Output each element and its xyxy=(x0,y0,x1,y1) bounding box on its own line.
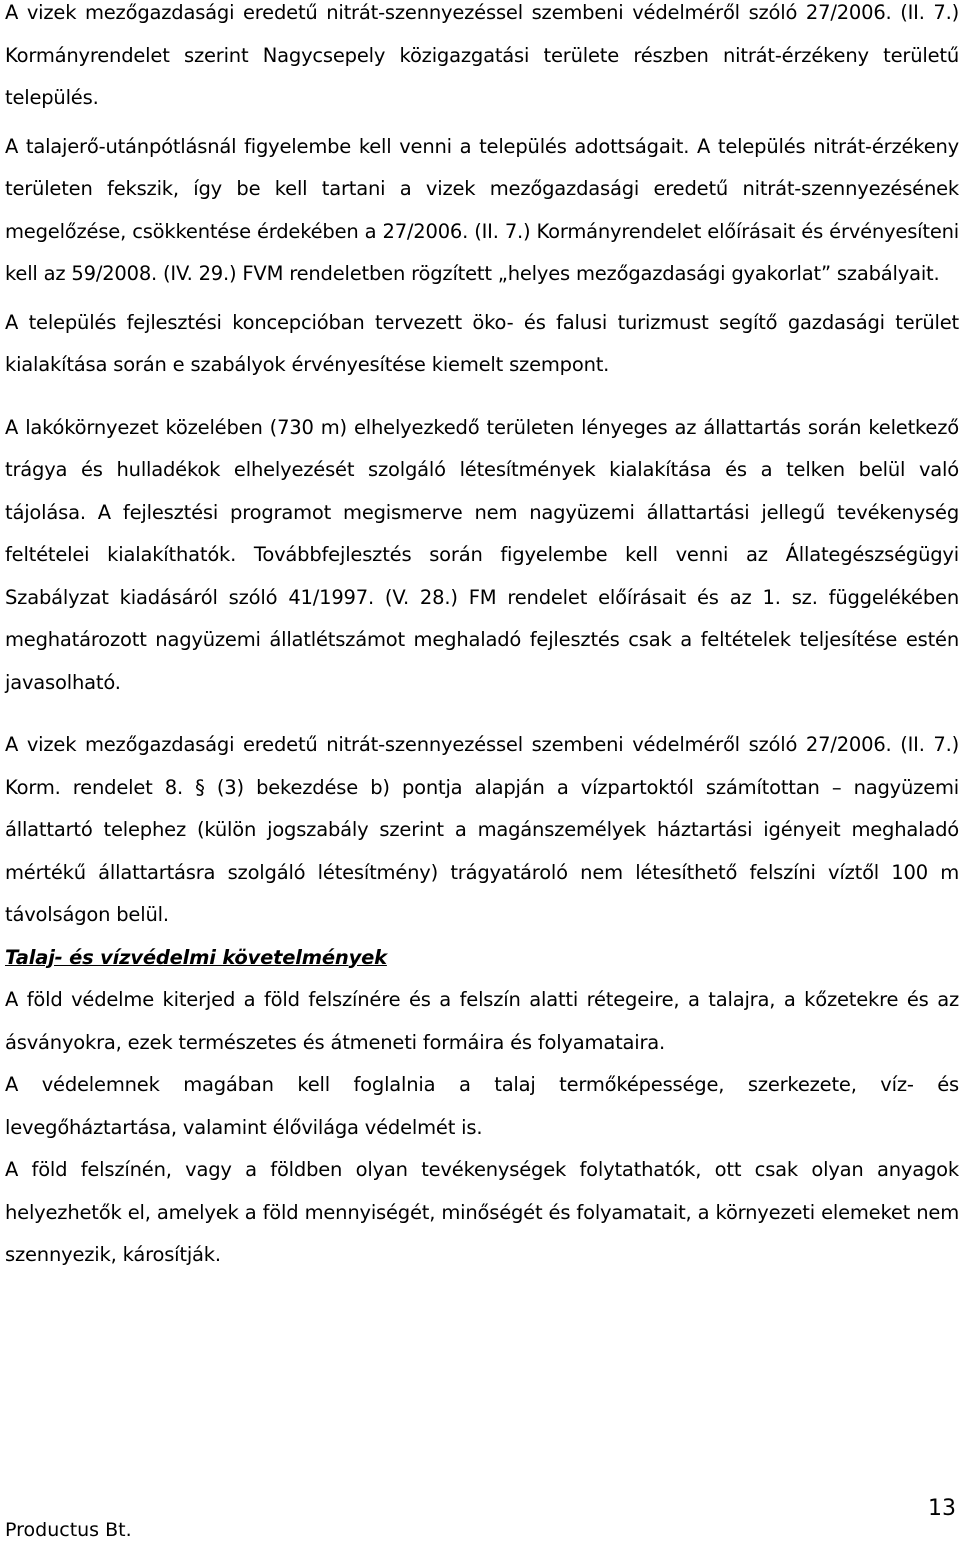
page-number: 13 xyxy=(928,1496,956,1521)
paragraph-development-concept: A település fejlesztési koncepcióban tervezett öko- és falusi turizmust segítő gazdasági terület kialakítása során e szabályok érvényesítése kiemelt szempont. xyxy=(5,310,959,376)
paragraph-manure-storage: A vizek mezőgazdasági eredetű nitrát-szennyezéssel szembeni védelméről szóló 27/2006. (II. 7.) Korm. rendelet 8. § (3) bekezdése b) pontja alapján a vízpartoktól számítottan – nagyüzemi állattartó telephez (külön jogszabály szerint a magánszemélyek háztartási igényeit meghaladó mértékű állattartásra szolgáló létesítmény) trágyatároló nem létesíthető felszíni víztől 100 m távolságon belül. xyxy=(5,733,959,926)
document-page xyxy=(5,0,959,1277)
paragraph-soil-replenishment: A talajerő-utánpótlásnál figyelembe kell venni a település adottságait. A település nitrát-érzékeny területen fekszik, így be kell tartani a vizek mezőgazdasági eredetű nitrát-szennyezésének megelőzése, csökkentése érdekében a 27/2006. (II. 7.) Kormányrendelet előírásait és érvényesíteni kell az 59/2008. (IV. 29.) FVM rendeletben rögzített „helyes mezőgazdasági gyakorlat” szabályait. xyxy=(5,134,959,285)
paragraph-livestock: A lakókörnyezet közelében (730 m) elhelyezkedő területen lényeges az állattartás során keletkező trágya és hulladékok elhelyezését szolgáló létesítmények kialakítása és a telken belül való tájolása. A fejlesztési programot megismerve nem nagyüzemi állattartási jellegű tevékenység feltételei kialakíthatók. Továbbfejlesztés során figyelembe kell venni az Állategészségügyi Szabályzat kiadásáról szóló 41/1997. (V. 28.) FM rendelet előírásait és az 1. sz. függelékében meghatározott nagyüzemi állatlétszámot meghaladó fejlesztés csak a feltételek teljesítése estén javasolható. xyxy=(5,415,959,694)
paragraph-soil-protection: A védelemnek magában kell foglalnia a talaj termőképessége, szerkezete, víz- és levegőháztartása, valamint élővilága védelmét is. xyxy=(5,1073,959,1139)
section-heading: Talaj- és vízvédelmi követelmények xyxy=(5,945,387,969)
paragraph-permitted-activities: A föld felszínén, vagy a földben olyan tevékenységek folytathatók, ott csak olyan anyagok helyezhetők el, amelyek a föld mennyiségét, minőségét és folyamatait, a környezeti elemeket nem szennyezik, károsítják. xyxy=(5,1158,959,1266)
paragraph-nitrate-area: A vizek mezőgazdasági eredetű nitrát-szennyezéssel szembeni védelméről szóló 27/2006. (II. 7.) Kormányrendelet szerint Nagycsepely közigazgatási területe részben nitrát-érzékeny területű település. xyxy=(5,1,959,109)
paragraph-land-protection: A föld védelme kiterjed a föld felszínére és a felszín alatti rétegeire, a talajra, a kőzetekre és az ásványokra, ezek természetes és átmeneti formáira és folyamataira. xyxy=(5,988,959,1054)
footer-company: Productus Bt. xyxy=(5,1519,132,1541)
